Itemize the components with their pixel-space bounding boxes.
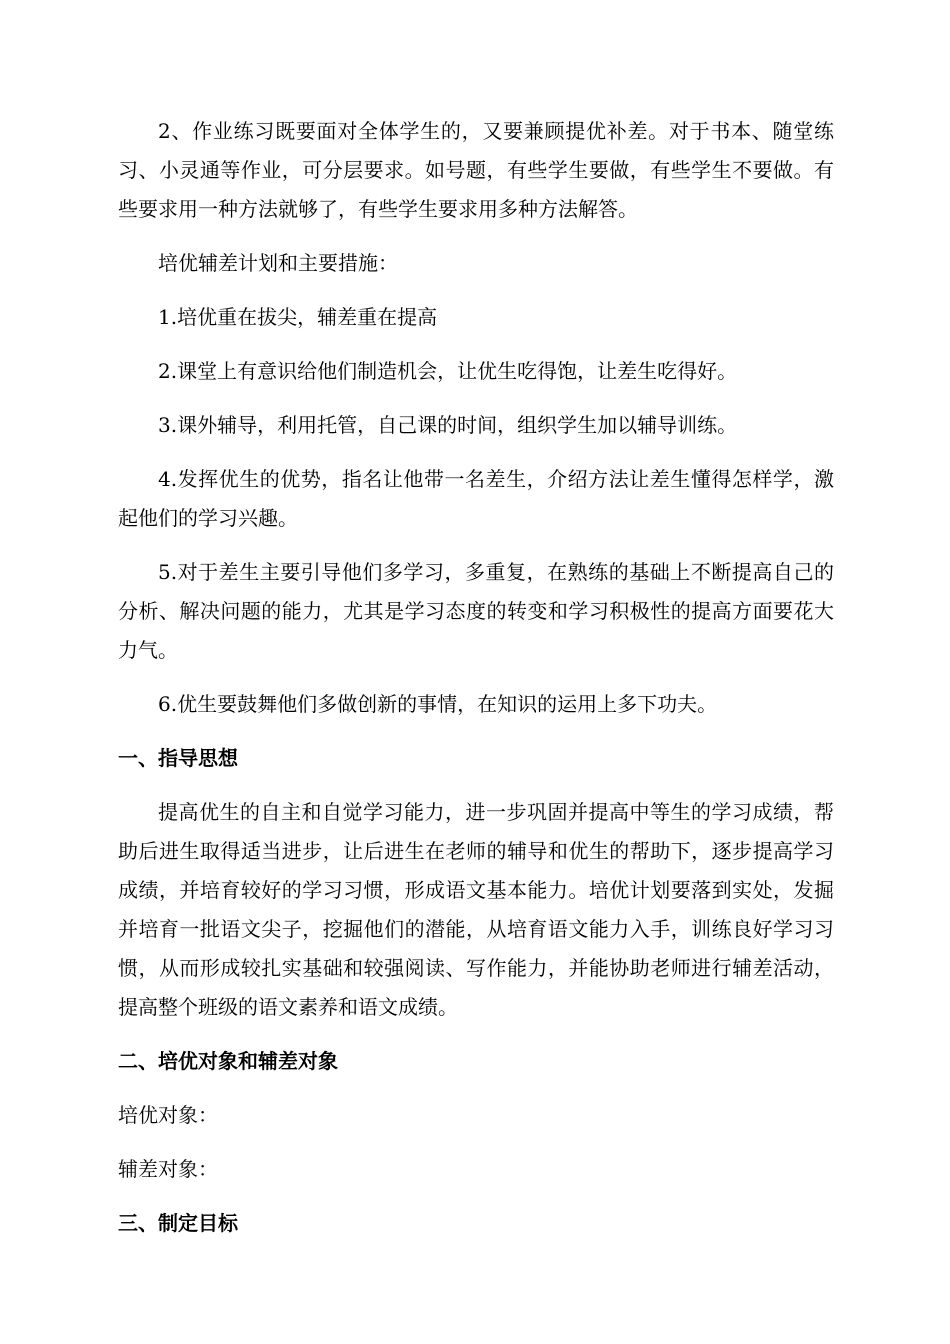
list-item-measure-6: 6.优生要鼓舞他们多做创新的事情，在知识的运用上多下功夫。 <box>158 692 718 716</box>
list-item-measure-5: 5.对于差生主要引导他们多学习，多重复，在熟练的基础上不断提高自己的分析、解决问题的能力，尤其是学习态度的转变和学习积极性的提高方面要花大力气。 <box>118 560 834 662</box>
label-struggling-students: 辅差对象： <box>118 1157 218 1181</box>
list-item-measure-3: 3.课外辅导，利用托管，自己课的时间，组织学生加以辅导训练。 <box>158 413 738 437</box>
list-item-measure-1: 1.培优重在拔尖，辅差重在提高 <box>158 305 438 329</box>
section-heading-guiding-thought: 一、指导思想 <box>118 746 238 770</box>
section-heading-goals: 三、制定目标 <box>118 1211 238 1235</box>
paragraph-guiding-thought: 提高优生的自主和自觉学习能力，进一步巩固并提高中等生的学习成绩，帮助后进生取得适当进步，让后进生在老师的辅导和优生的帮助下，逐步提高学习成绩，并培育较好的学习习惯，形成语文基本能力。培优计划要落到实处，发掘并培育一批语文尖子，挖掘他们的潜能，从培育语文能力入手，训练良好学习习惯，从而形成较扎实基础和较强阅读、写作能力，并能协助老师进行辅差活动，提高整个班级的语文素养和语文成绩。 <box>118 800 834 1019</box>
paragraph-measures-intro: 培优辅差计划和主要措施： <box>158 251 398 275</box>
label-top-students: 培优对象： <box>118 1103 218 1127</box>
list-item-measure-4: 4.发挥优生的优势，指名让他带一名差生，介绍方法让差生懂得怎样学，激起他们的学习兴趣。 <box>118 467 834 530</box>
document-page <box>118 112 834 1258</box>
section-heading-target-students: 二、培优对象和辅差对象 <box>118 1049 338 1073</box>
paragraph-homework-layering: 2、作业练习既要面对全体学生的，又要兼顾提优补差。对于书本、随堂练习、小灵通等作业，可分层要求。如号题，有些学生要做，有些学生不要做。有些要求用一种方法就够了，有些学生要求用多种方法解答。 <box>118 119 834 221</box>
list-item-measure-2: 2.课堂上有意识给他们制造机会，让优生吃得饱，让差生吃得好。 <box>158 359 738 383</box>
